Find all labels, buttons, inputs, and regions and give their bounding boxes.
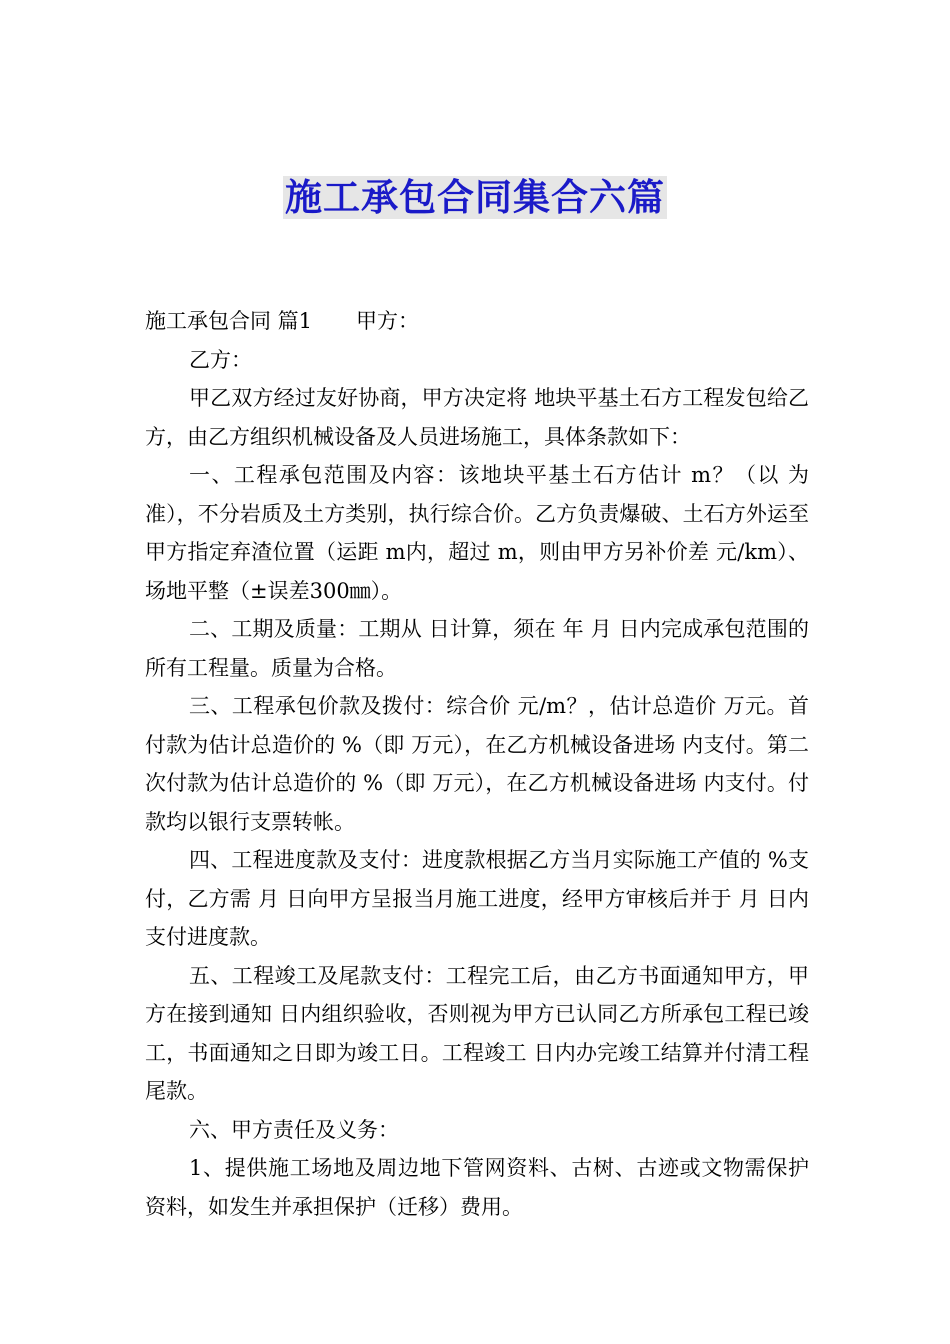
paragraph: 甲乙双方经过友好协商，甲方决定将 地块平基土石方工程发包给乙方，由乙方组织机械设备及人员进场施工，具体条款如下： <box>145 386 809 449</box>
document-title <box>0 174 950 222</box>
document-title-text: 施工承包合同集合六篇 <box>285 176 665 219</box>
document-body <box>145 302 809 1226</box>
paragraph: 六、甲方责任及义务： <box>189 1117 399 1142</box>
paragraph: 乙方： <box>189 347 252 372</box>
paragraph: 一、工程承包范围及内容：该地块平基土石方估计 m？（以 为准），不分岩质及土方类别，执行综合价。乙方负责爆破、土石方外运至甲方指定弃渣位置（运距 m内，超过 m，则由甲方另补价差 元/km）、场地平整（±误差300㎜）。 <box>145 463 809 603</box>
paragraph: 四、工程进度款及支付：进度款根据乙方当月实际施工产值的 %支付，乙方需 月 日向甲方呈报当月施工进度，经甲方审核后并于 月 日内支付进度款。 <box>145 848 809 949</box>
contract-heading: 施工承包合同 篇1 <box>145 309 313 333</box>
contract-heading-line <box>145 302 809 341</box>
paragraph: 二、工期及质量：工期从 日计算，须在 年 月 日内完成承包范围的所有工程量。质量为合格。 <box>145 617 809 680</box>
party-a-label: 甲方： <box>356 309 420 333</box>
paragraph: 五、工程竣工及尾款支付：工程完工后，由乙方书面通知甲方，甲方在接到通知 日内组织验收，否则视为甲方已认同乙方所承包工程已竣工，书面通知之日即为竣工日。工程竣工 日内办完竣工结算并付清工程尾款。 <box>145 963 809 1103</box>
paragraph: 1、提供施工场地及周边地下管网资料、古树、古迹或文物需保护资料，如发生并承担保护（迁移）费用。 <box>145 1156 809 1219</box>
paragraph: 三、工程承包价款及拨付：综合价 元/m？，估计总造价 万元。首付款为估计总造价的 %（即 万元），在乙方机械设备进场 内支付。第二次付款为估计总造价的 %（即 万元），在乙方机械设备进场 内支付。付款均以银行支票转帐。 <box>145 694 809 834</box>
